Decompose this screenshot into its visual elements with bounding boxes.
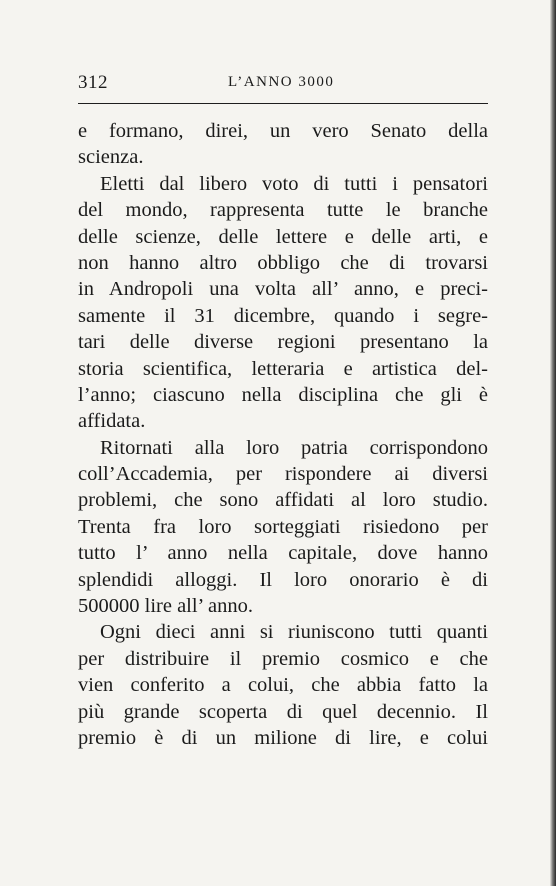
text-line: samente il 31 dicembre, quando i segre-: [78, 304, 488, 327]
text-line: tutto l’ anno nella capitale, dove hanno: [78, 542, 488, 565]
page-header: [78, 72, 488, 94]
header-rule: [78, 103, 488, 104]
text-line: più grande scoperta di quel decennio. Il: [78, 700, 488, 723]
text-line: Trenta fra loro sorteggiati risiedono per: [78, 515, 488, 538]
text-line: per distribuire il premio cosmico e che: [78, 647, 488, 670]
text-line: in Andropoli una volta all’ anno, e preci-: [78, 278, 488, 301]
text-line: Ogni dieci anni si riuniscono tutti quanti: [100, 621, 488, 644]
text-line: vien conferito a colui, che abbia fatto la: [78, 674, 488, 697]
text-line: Eletti dal libero voto di tutti i pensatori: [100, 172, 488, 195]
text-line: delle scienze, delle lettere e delle arti, e: [78, 225, 488, 248]
text-line: premio è di un milione di lire, e colui: [78, 726, 488, 749]
text-line: l’anno; ciascuno nella disciplina che gli è: [78, 383, 488, 406]
page-number: 312: [78, 72, 108, 93]
text-line: scienza.: [78, 146, 144, 169]
text-line: non hanno altro obbligo che di trovarsi: [78, 251, 488, 274]
text-line: affidata.: [78, 410, 146, 433]
text-line: Ritornati alla loro patria corrispondono: [100, 436, 488, 459]
text-line: problemi, che sono affidati al loro studio.: [78, 489, 488, 512]
text-line: tari delle diverse regioni presentano la: [78, 331, 488, 354]
running-title: L’ANNO 3000: [228, 74, 335, 90]
text-line: e formano, direi, un vero Senato della: [78, 120, 488, 142]
text-line: storia scientifica, letteraria e artistica del-: [78, 357, 488, 380]
body-text: [78, 118, 488, 751]
page-edge-shadow: [550, 0, 556, 886]
text-line: del mondo, rappresenta tutte le branche: [78, 199, 488, 222]
text-line: coll’Accademia, per rispondere ai diversi: [78, 463, 488, 486]
text-line: splendidi alloggi. Il loro onorario è di: [78, 568, 488, 591]
text-line: 500000 lire all’ anno.: [78, 595, 253, 618]
